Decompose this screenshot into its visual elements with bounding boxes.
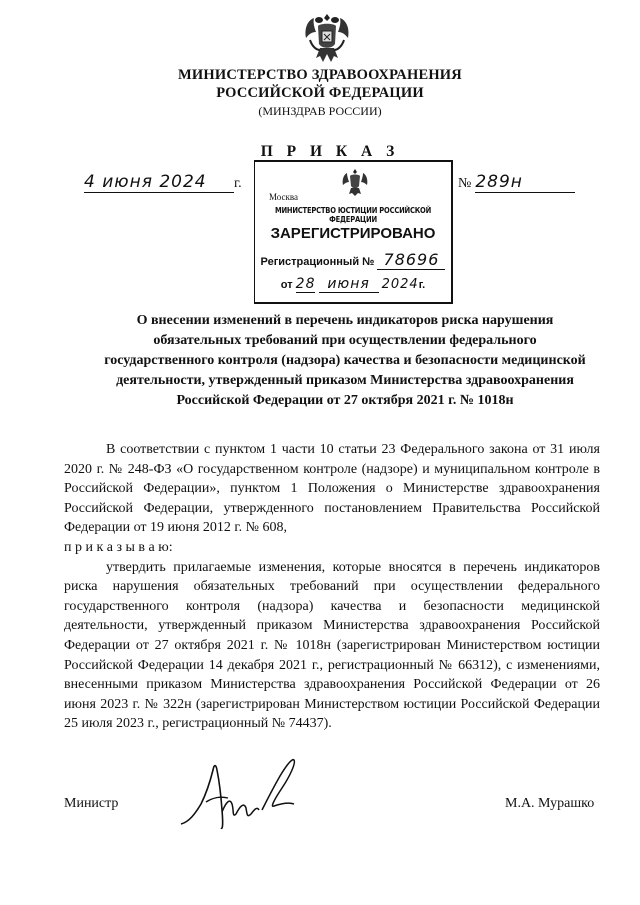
ministry-short-name: (МИНЗДРАВ РОССИИ) bbox=[258, 104, 382, 118]
stamp-ministry: МИНИСТЕРСТВО ЮСТИЦИИ РОССИЙСКОЙ ФЕДЕРАЦИИ bbox=[274, 206, 432, 224]
stamp-date-prefix: от bbox=[280, 279, 293, 291]
title-line: деятельности, утвержденный приказом Министерства здравоохранения bbox=[116, 373, 574, 388]
ministry-name-line1: МИНИСТЕРСТВО ЗДРАВООХРАНЕНИЯ bbox=[178, 67, 462, 83]
stamp-date-suffix: г. bbox=[418, 279, 426, 291]
stamp-emblem-icon bbox=[340, 166, 370, 196]
signature-position: Министр bbox=[64, 796, 119, 811]
stamp-date-year: 2024 bbox=[381, 277, 419, 292]
document-body bbox=[64, 440, 600, 734]
order-date-value: 4 июня 2024 bbox=[84, 172, 234, 193]
stamp-date-month: июня bbox=[319, 276, 379, 293]
ministry-name-line2: РОССИЙСКОЙ ФЕДЕРАЦИИ bbox=[216, 85, 424, 101]
title-line: государственного контроля (надзора) качества и безопасности медицинской bbox=[104, 353, 586, 368]
stamp-reg-number bbox=[255, 250, 451, 270]
title-line: О внесении изменений в перечень индикаторов риска нарушения bbox=[136, 313, 554, 328]
order-word: п р и к а з ы в а ю: bbox=[64, 539, 173, 555]
document-title bbox=[95, 311, 595, 411]
order-number-prefix: № bbox=[458, 176, 472, 191]
registration-stamp bbox=[254, 160, 453, 304]
body-paragraph-approve: утвердить прилагаемые изменения, которые вносятся в перечень индикаторов риска нарушения обязательных требований при осуществлении федерального государственного контроля (надзора) качества и безопасности медицинской деятельности, утвержденный приказом Министерства здравоохранения Российской Федерации от 27 октября 2021 г. № 1018н (зарегистрирован Министерством юстиции Российской Федерации 14 декабря 2021 г., регистрационный № 66312), с изменениями, внесенными приказом Министерства здравоохранения Российской Федерации от 26 июня 2023 г. № 322н (зарегистрирован Министерством юстиции Российской Федерации 25 июля 2023 г., регистрационный № 74437). bbox=[64, 559, 600, 732]
order-date-suffix: г. bbox=[234, 176, 242, 191]
body-paragraph-basis: В соответствии с пунктом 1 части 10 статьи 23 Федерального закона от 31 июля 2020 г. № 248-ФЗ «О государственном контроле (надзоре) и муниципальном контроле в Российской Федерации», пунктом 1 Положения о Министерстве здравоохранения Российской Федерации, утвержденного постановлением Правительства Российской Федерации от 19 июня 2012 г. № 608, bbox=[64, 442, 600, 536]
order-date bbox=[84, 172, 256, 193]
stamp-city: Москва bbox=[269, 192, 298, 202]
signature-name: М.А. Мурашко bbox=[505, 796, 595, 811]
stamp-reg-number-value: 78696 bbox=[377, 250, 445, 270]
handwritten-signature-icon bbox=[176, 752, 306, 837]
state-emblem-icon bbox=[302, 8, 352, 66]
title-line: обязательных требований при осуществлении федерального bbox=[153, 333, 537, 348]
order-number-value: 289н bbox=[475, 172, 575, 193]
order-number bbox=[458, 172, 598, 193]
stamp-registered: ЗАРЕГИСТРИРОВАНО bbox=[270, 225, 436, 242]
order-title: П Р И К А З bbox=[260, 143, 400, 160]
stamp-reg-label: Регистрационный № bbox=[260, 256, 375, 268]
title-line: Российской Федерации от 27 октября 2021 г. № 1018н bbox=[176, 393, 514, 408]
stamp-date-day: 28 bbox=[295, 276, 316, 292]
stamp-date bbox=[255, 276, 451, 293]
